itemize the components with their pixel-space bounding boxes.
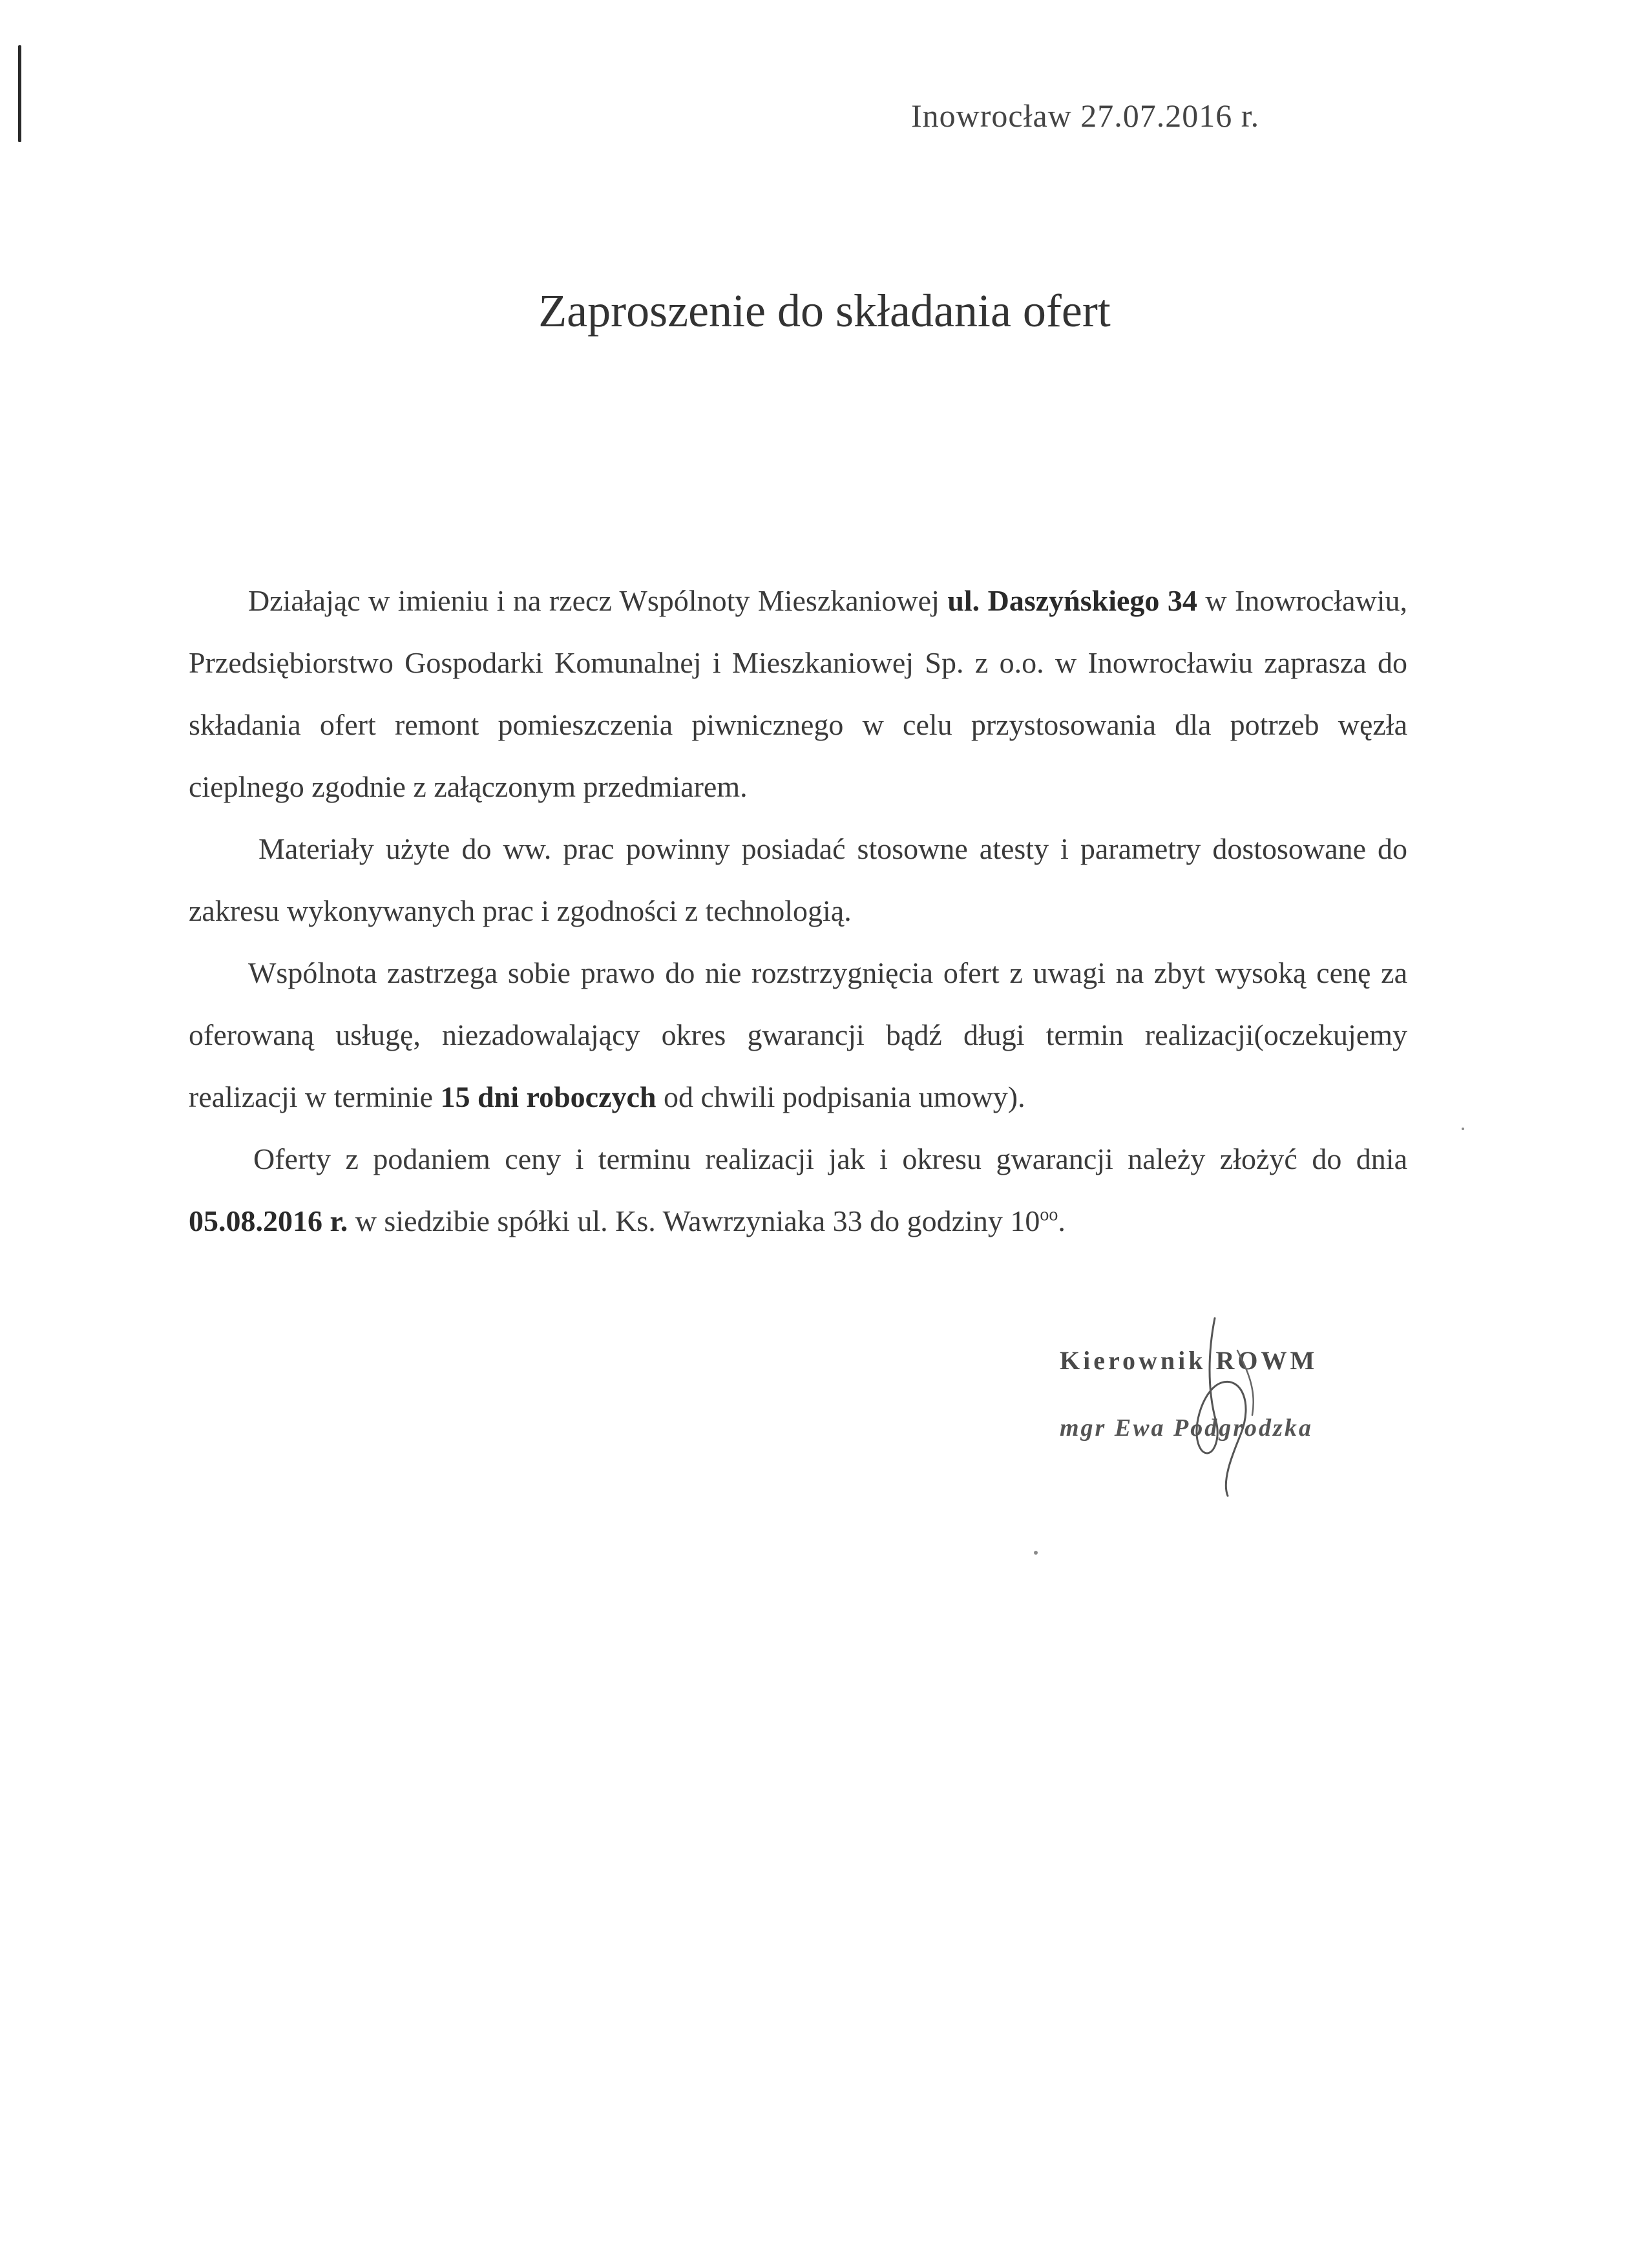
place-and-date: Inowrocław 27.07.2016 r.	[911, 98, 1260, 134]
signature-stamp	[1060, 1338, 1357, 1486]
scan-edge-mark	[18, 45, 21, 142]
paragraph-text: Oferty z podaniem ceny i terminu realizacji jak i okresu gwarancji należy złożyć do dnia	[253, 1142, 1407, 1175]
paragraph-text: Działając w imieniu i na rzecz Wspólnoty Mieszkaniowej	[248, 584, 948, 617]
paragraph-text: w Inowrocławiu, Przedsiębiorstwo Gospodarki Komunalnej i Mieszkaniowej Sp. z o.o. w Inowrocławiu zaprasza do składania ofert remont pomieszczenia piwnicznego w celu przystosowania dla potrzeb węzła cieplnego zgodnie z załączonym przedmiarem.	[189, 584, 1407, 803]
signatory-role: Kierownik ROWM	[1060, 1346, 1318, 1375]
handwritten-signature	[1176, 1312, 1279, 1499]
scan-speck	[1034, 1551, 1038, 1555]
deadline-highlight: 05.08.2016 r.	[189, 1204, 348, 1237]
paragraph-end: .	[1058, 1204, 1066, 1237]
paragraph-materials: Materiały użyte do ww. prac powinny posiadać stosowne atesty i parametry dostosowane do zakresu wykonywanych prac i zgodności z technologią.	[189, 832, 1407, 927]
paragraph-reservation	[189, 942, 1407, 1128]
paragraph-text: Wspólnota zastrzega sobie prawo do nie rozstrzygnięcia ofert z uwagi na zbyt wysoką cenę za oferowaną usługę, niezadowalający okres gwarancji bądź długi termin realizacji(oczekujemy realizacji w terminie	[189, 956, 1407, 1113]
paragraph-text: od chwili podpisania umowy).	[656, 1080, 1025, 1113]
document-title: Zaproszenie do składania ofert	[538, 285, 1111, 337]
letter-body	[189, 570, 1407, 1252]
time-superscript: oo	[1040, 1204, 1058, 1225]
term-highlight: 15 dni roboczych	[440, 1080, 656, 1113]
paragraph-invitation	[189, 570, 1407, 818]
address-highlight: ul. Daszyńskiego 34	[947, 584, 1197, 617]
scan-speck	[1462, 1128, 1464, 1130]
signatory-name: mgr Ewa Podgrodzka	[1060, 1414, 1313, 1442]
paragraph-text: w siedzibie spółki ul. Ks. Wawrzyniaka 33 do godziny 10	[348, 1204, 1040, 1237]
paragraph-deadline	[189, 1128, 1407, 1252]
